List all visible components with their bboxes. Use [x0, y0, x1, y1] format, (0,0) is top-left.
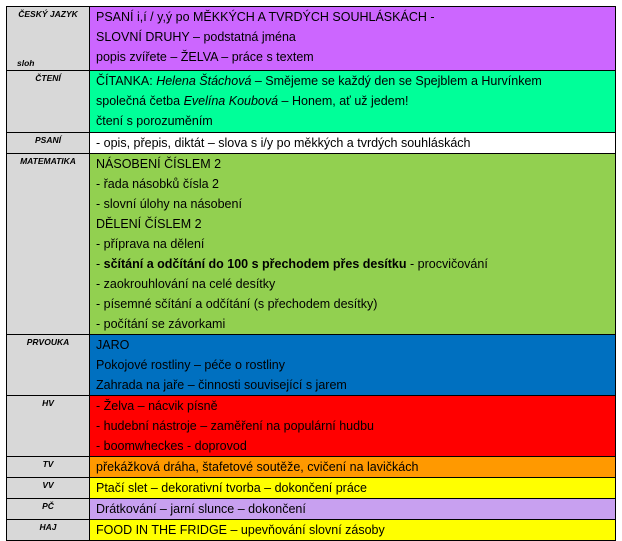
content-line: - příprava na dělení [96, 237, 205, 251]
content-line: - počítání se závorkami [96, 317, 226, 331]
schedule-sheet [6, 6, 616, 541]
table-row-psani [7, 133, 616, 154]
table-row-matematika [7, 154, 616, 335]
table-row-cesky-jazyk [7, 7, 616, 71]
subject-label: HV [42, 398, 54, 408]
subject-cell-prvouka [7, 335, 90, 396]
subject-label: HAJ [39, 522, 57, 532]
subject-cell-hv [7, 396, 90, 457]
subject-label: TV [42, 459, 54, 469]
content-cell-hv [90, 396, 616, 457]
text-segment: ČÍTANKA: [96, 74, 157, 88]
content-cell-prvouka [90, 335, 616, 396]
content-cell-cesky-jazyk [90, 7, 616, 71]
content-line: Zahrada na jaře – činnosti související s jarem [96, 378, 347, 392]
content-line: - písemné sčítání a odčítání (s přechodem desítky) [96, 297, 378, 311]
content-line: PSANÍ i,í / y,ý po MĚKKÝCH A TVRDÝCH SOUHLÁSKÁCH - [96, 10, 435, 24]
table-row-pc [7, 499, 616, 520]
content-line: překážková dráha, štafetové soutěže, cvičení na lavičkách [96, 460, 419, 474]
subject-cell-haj [7, 520, 90, 541]
content-cell-cteni [90, 71, 616, 133]
subject-cell-psani [7, 133, 90, 154]
weekly-plan-table [6, 6, 616, 541]
text-segment: společná četba [96, 94, 184, 108]
subject-cell-cteni [7, 71, 90, 133]
table-row-tv [7, 457, 616, 478]
content-line: Ptačí slet – dekorativní tvorba – dokončení práce [96, 481, 367, 495]
content-line [96, 254, 615, 274]
content-line: SLOVNÍ DRUHY – podstatná jména [96, 30, 296, 44]
table-row-prvouka [7, 335, 616, 396]
subject-cell-matematika [7, 154, 90, 335]
text-segment: – Smějeme se každý den se Spejblem a Hurvínkem [251, 74, 542, 88]
subject-label: PRVOUKA [26, 337, 70, 347]
text-segment: – Honem, ať už jedem! [278, 94, 409, 108]
table-row-vv [7, 478, 616, 499]
subject-sublabel-sloh: sloh [17, 58, 35, 68]
subject-label: ČESKÝ JAZYK [18, 9, 78, 19]
subject-cell-vv [7, 478, 90, 499]
content-line: - hudební nástroje – zaměření na populární hudbu [96, 419, 374, 433]
content-line: - řada násobků čísla 2 [96, 177, 219, 191]
author-name: Evelína Koubová [183, 94, 279, 108]
content-cell-tv [90, 457, 616, 478]
content-line: DĚLENÍ ČÍSLEM 2 [96, 217, 202, 231]
content-line: popis zvířete – ŽELVA – práce s textem [96, 50, 314, 64]
subject-label: ČTENÍ [35, 73, 61, 83]
subject-label: VV [42, 480, 54, 490]
content-cell-haj [90, 520, 616, 541]
subject-label: MATEMATIKA [20, 156, 76, 166]
content-line: FOOD IN THE FRIDGE – upevňování slovní zásoby [96, 523, 385, 537]
table-row-hv [7, 396, 616, 457]
content-line [96, 91, 615, 111]
table-row-cteni [7, 71, 616, 133]
content-line: JARO [96, 338, 130, 352]
subject-cell-pc [7, 499, 90, 520]
content-line [96, 71, 615, 91]
text-segment: - procvičování [406, 257, 488, 271]
content-cell-matematika [90, 154, 616, 335]
content-line: Drátkování – jarní slunce – dokončení [96, 502, 306, 516]
text-segment: - [96, 257, 104, 271]
author-name: Helena Štáchová [156, 74, 252, 88]
subject-cell-cesky-jazyk [7, 7, 90, 71]
bold-text: sčítání a odčítání do 100 s přechodem přes desítku [103, 257, 407, 271]
content-line: - boomwheckes - doprovod [96, 439, 247, 453]
table-row-haj [7, 520, 616, 541]
content-line: - Želva – nácvik písně [96, 399, 218, 413]
subject-label: PČ [42, 501, 54, 511]
content-line: - zaokrouhlování na celé desítky [96, 277, 276, 291]
content-line: čtení s porozuměním [96, 114, 213, 128]
content-cell-pc [90, 499, 616, 520]
subject-cell-tv [7, 457, 90, 478]
content-line: Pokojové rostliny – péče o rostliny [96, 358, 285, 372]
subject-label: PSANÍ [35, 135, 61, 145]
content-line: - slovní úlohy na násobení [96, 197, 242, 211]
content-line: NÁSOBENÍ ČÍSLEM 2 [96, 157, 222, 171]
content-cell-psani [90, 133, 616, 154]
content-cell-vv [90, 478, 616, 499]
content-line: - opis, přepis, diktát – slova s i/y po měkkých a tvrdých souhláskách [96, 136, 471, 150]
